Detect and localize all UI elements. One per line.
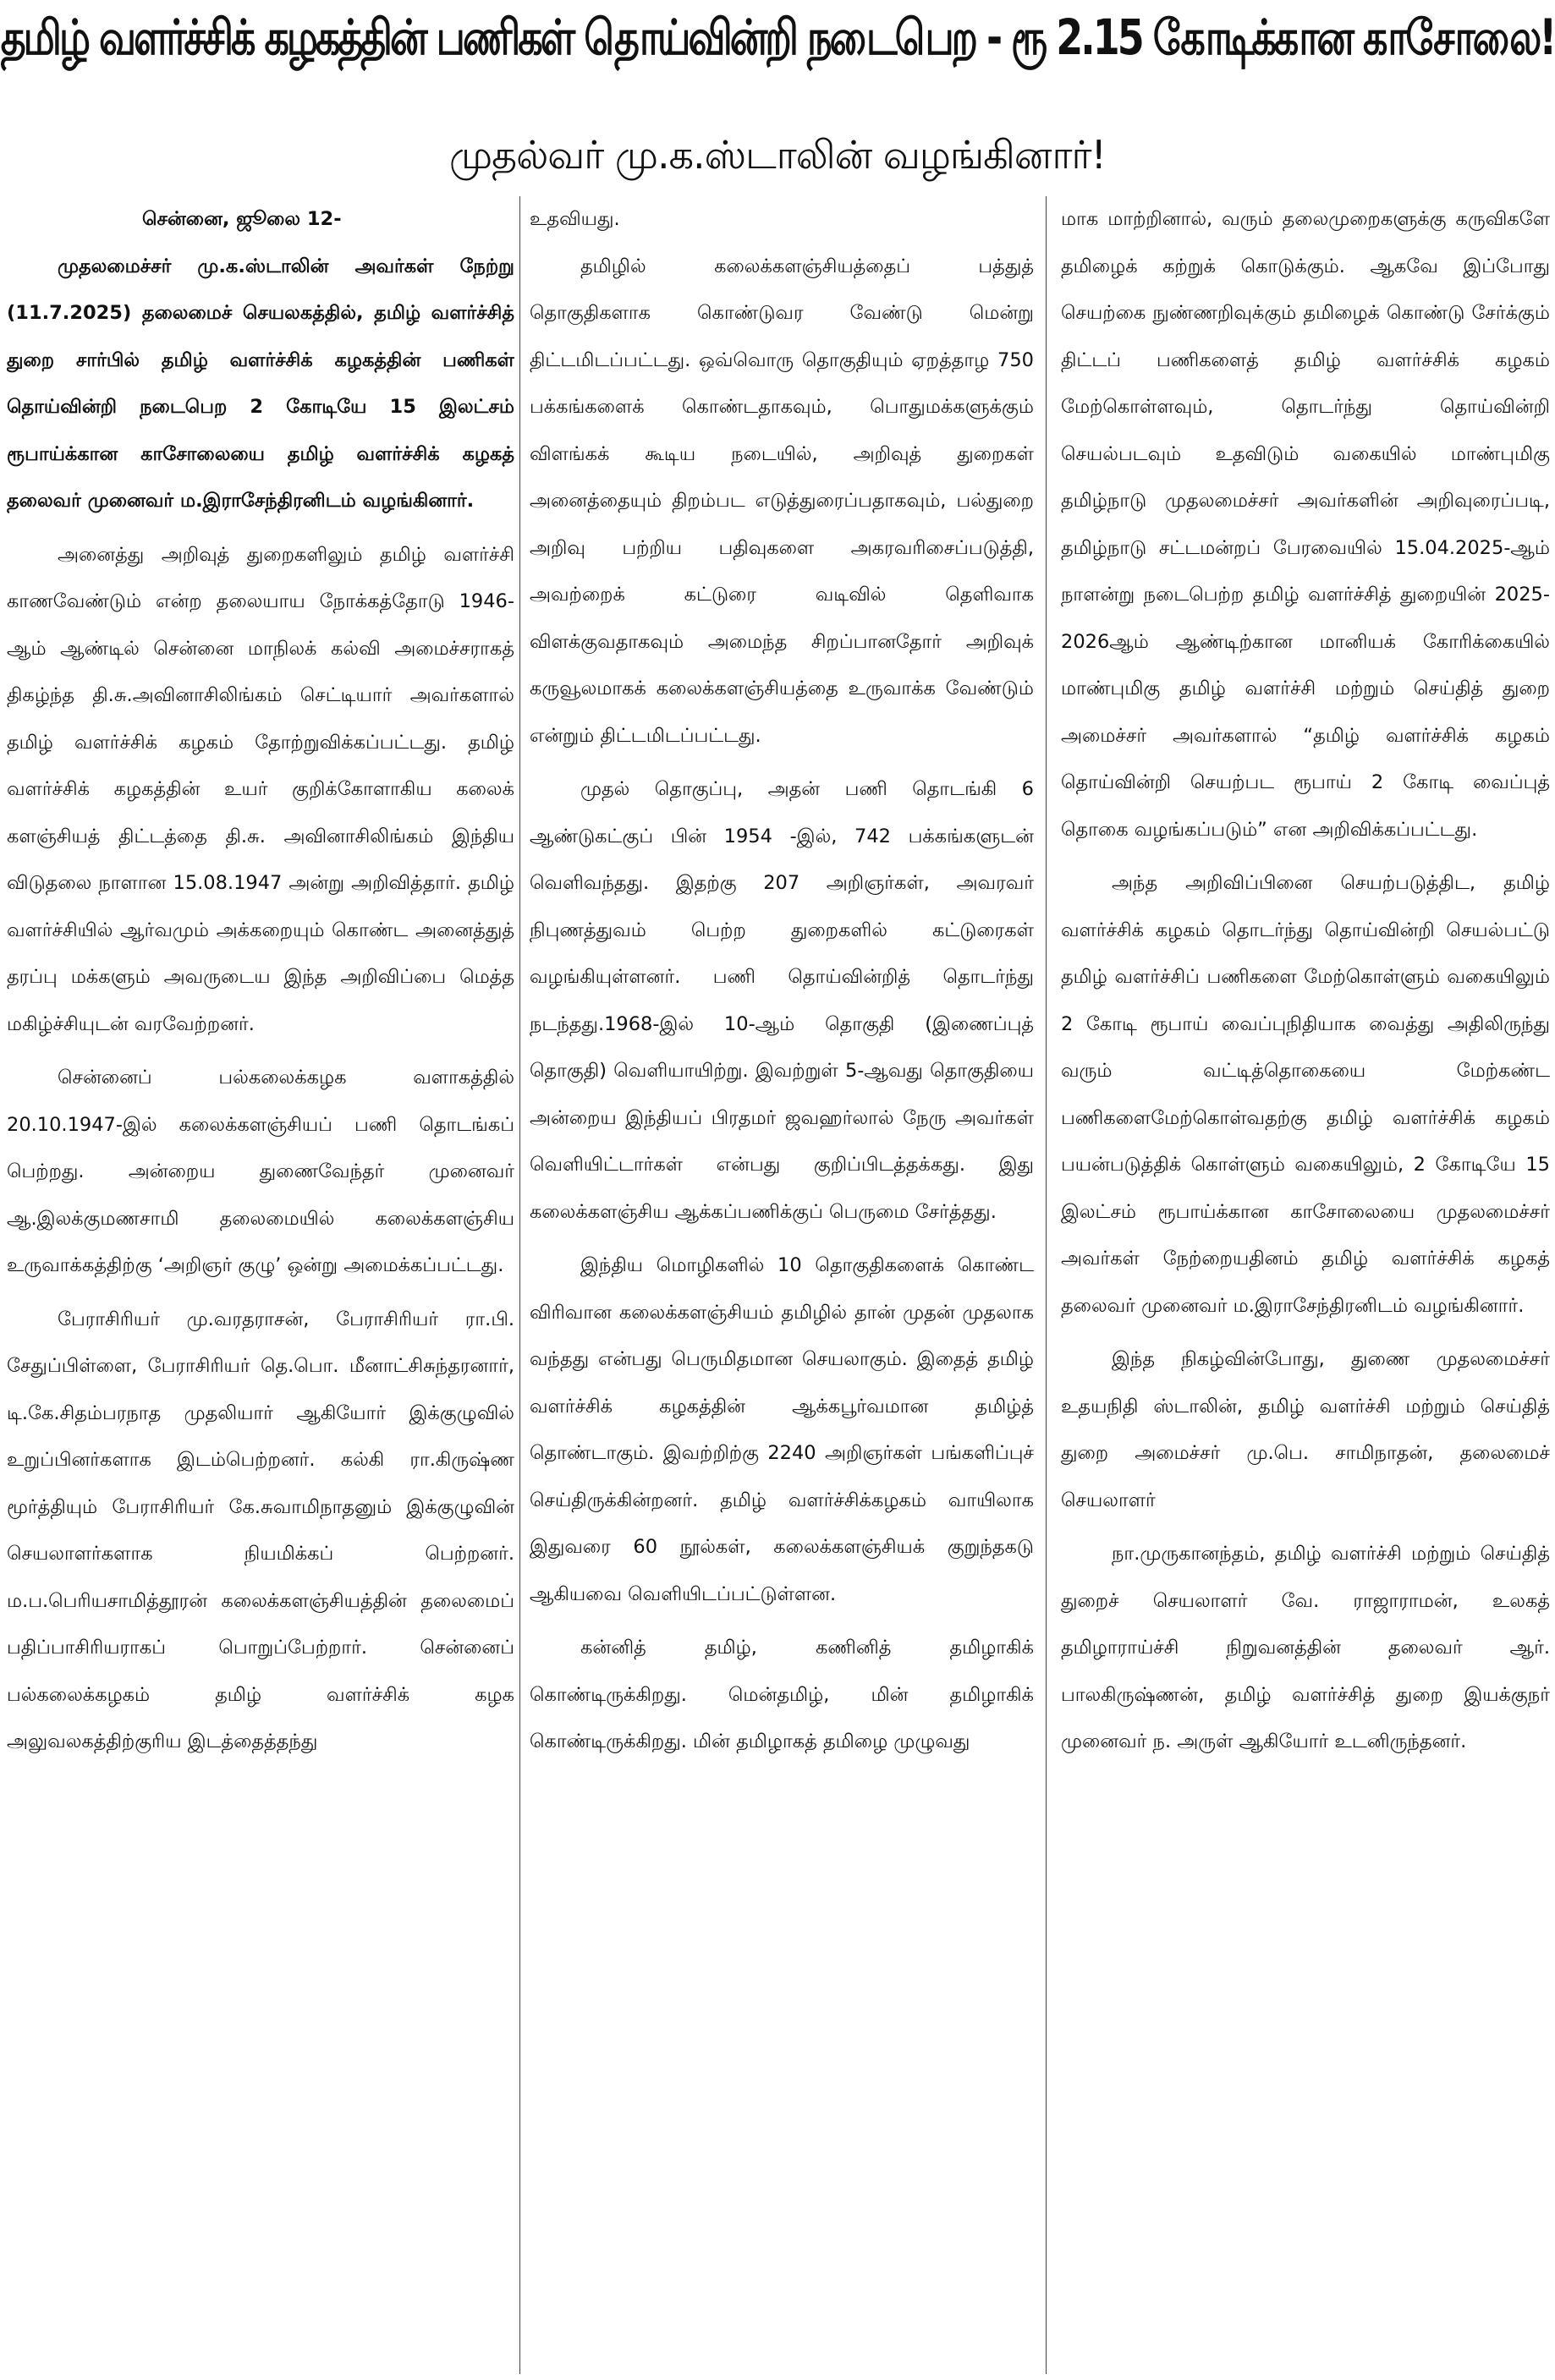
dateline: சென்னை, ஜூலை 12-: [142, 208, 342, 230]
article-column-2: [530, 196, 1034, 2374]
lead-paragraph: முதலமைச்சர் மு.க.ஸ்டாலின் அவர்கள் நேற்று (11.7.2025) தலைமைச் செயலகத்தில், தமிழ் வளர்ச்சித் துறை சார்பில் தமிழ் வளர்ச்சிக் கழகத்தின் பணிகள் தொய்வின்றி நடைபெற 2 கோடியே 15 இலட்சம் ரூபாய்க்கான காசோலையை தமிழ் வளர்ச்சிக் கழகத் தலைவர் முனைவர் ம.இராசேந்திரனிடம் வழங்கினார்.: [7, 255, 514, 512]
body-paragraph: அனைத்து அறிவுத் துறைகளிலும் தமிழ் வளர்ச்சி காணவேண்டும் என்ற தலையாய நோக்கத்தோடு 1946-ஆம் ஆண்டில் சென்னை மாநிலக் கல்வி அமைச்சராகத் திகழ்ந்த தி.சு.அவினாசிலிங்கம் செட்டியார் அவர்களால் தமிழ் வளர்ச்சிக் கழகம் தோற்றுவிக்கப்பட்டது. தமிழ் வளர்ச்சிக் கழகத்தின் உயர் குறிக்கோளாகிய கலைக் களஞ்சியத் திட்டத்தை தி.சு. அவினாசிலிங்கம் இந்திய விடுதலை நாளான 15.08.1947 அன்று அறிவித்தார். தமிழ் வளர்ச்சியில் ஆர்வமும் அக்கறையும் கொண்ட அனைத்துத் தரப்பு மக்களும் அவருடைய இந்த அறிவிப்பை மெத்த மகிழ்ச்சியுடன் வரவேற்றனர்.: [7, 543, 514, 1035]
subheadline: முதல்வர் மு.க.ஸ்டாலின் வழங்கினார்!: [449, 132, 1106, 178]
body-paragraph: மாக மாற்றினால், வரும் தலைமுறைகளுக்கு கருவிகளே தமிழைக் கற்றுக் கொடுக்கும். ஆகவே இப்போது செயற்கை நுண்ணறிவுக்கும் தமிழைக் கொண்டு சேர்க்கும் திட்டப் பணிகளைத் தமிழ் வளர்ச்சிக் கழகம் மேற்கொள்ளவும், தொடர்ந்து தொய்வின்றி செயல்படவும் உதவிடும் வகையில் மாண்புமிகு தமிழ்நாடு முதலமைச்சர் அவர்களின் அறிவுரைப்படி, தமிழ்நாடு சட்டமன்றப் பேரவையில் 15.04.2025-ஆம் நாளன்று நடைபெற்ற தமிழ் வளர்ச்சித் துறையின் 2025-2026ஆம் ஆண்டிற்கான மானியக் கோரிக்கையில் மாண்புமிகு தமிழ் வளர்ச்சி மற்றும் செய்தித் துறை அமைச்சர் அவர்களால் “தமிழ் வளர்ச்சிக் கழகம் தொய்வின்றி செயற்பட ரூபாய் 2 கோடி வைப்புத் தொகை வழங்கப்படும்” என அறிவிக்கப்பட்டது.: [1061, 208, 1550, 841]
body-paragraph: உதவியது.: [530, 208, 620, 230]
body-paragraph: இந்த நிகழ்வின்போது, துணை முதலமைச்சர் உதயநிதி ஸ்டாலின், தமிழ் வளர்ச்சி மற்றும் செய்தித் துறை அமைச்சர் மு.பெ. சாமிநாதன், தலைமைச் செயலாளர்: [1061, 1348, 1550, 1511]
column-divider: [519, 196, 520, 2374]
headline: தமிழ் வளர்ச்சிக் கழகத்தின் பணிகள் தொய்வின்றி நடைபெற - ரூ 2.15 கோடிக்கான காசோலை!: [0, 8, 1555, 66]
article-column-3: [1061, 196, 1550, 2374]
body-paragraph: கன்னித் தமிழ், கணினித் தமிழாகிக் கொண்டிருக்கிறது. மென்தமிழ், மின் தமிழாகிக் கொண்டிருக்கிறது. மின் தமிழாகத் தமிழை முழுவது: [530, 1637, 1034, 1752]
body-paragraph: பேராசிரியர் மு.வரதராசன், பேராசிரியர் ரா.பி. சேதுப்பிள்ளை, பேராசிரியர் தெ.பொ. மீனாட்சிசுந்தரனார், டி.கே.சிதம்பரநாத முதலியார் ஆகியோர் இக்குழுவில் உறுப்பினர்களாக இடம்பெற்றனர். கல்கி ரா.கிருஷ்ண மூர்த்தியும் பேராசிரியர் கே.சுவாமிநாதனும் இக்குழுவின் செயலாளர்களாக நியமிக்கப் பெற்றனர். ம.ப.பெரியசாமித்தூரன் கலைக்களஞ்சியத்தின் தலைமைப் பதிப்பாசிரியராகப் பொறுப்பேற்றார். சென்னைப் பல்கலைக்கழகம் தமிழ் வளர்ச்சிக் கழக அலுவலகத்திற்குரிய இடத்தைத்தந்து: [7, 1308, 514, 1752]
body-paragraph: நா.முருகானந்தம், தமிழ் வளர்ச்சி மற்றும் செய்தித் துறைச் செயலாளர் வே. ராஜாராமன், உலகத் தமிழாராய்ச்சி நிறுவனத்தின் தலைவர் ஆர். பாலகிருஷ்ணன், தமிழ் வளர்ச்சித் துறை இயக்குநர் முனைவர் ந. அருள் ஆகியோர் உடனிருந்தனர்.: [1061, 1543, 1550, 1752]
column-divider: [1046, 196, 1047, 2374]
article-column-1: [7, 196, 514, 2374]
body-paragraph: முதல் தொகுப்பு, அதன் பணி தொடங்கி 6 ஆண்டுகட்குப் பின் 1954 -இல், 742 பக்கங்களுடன் வெளிவந்தது. இதற்கு 207 அறிஞர்கள், அவரவர் நிபுணத்துவம் பெற்ற துறைகளில் கட்டுரைகள் வழங்கியுள்ளனர். பணி தொய்வின்றித் தொடர்ந்து நடந்தது.1968-இல் 10-ஆம் தொகுதி (இணைப்புத் தொகுதி) வெளியாயிற்று. இவற்றுள் 5-ஆவது தொகுதியை அன்றைய இந்தியப் பிரதமர் ஜவஹர்லால் நேரு அவர்கள் வெளியிட்டார்கள் என்பது குறிப்பிடத்தக்கது. இது கலைக்களஞ்சிய ஆக்கப்பணிக்குப் பெருமை சேர்த்தது.: [530, 778, 1034, 1223]
body-paragraph: சென்னைப் பல்கலைக்கழக வளாகத்தில் 20.10.1947-இல் கலைக்களஞ்சியப் பணி தொடங்கப் பெற்றது. அன்றைய துணைவேந்தர் முனைவர் ஆ.இலக்குமணசாமி தலைமையில் கலைக்களஞ்சிய உருவாக்கத்திற்கு ‘அறிஞர் குழு’ ஒன்று அமைக்கப்பட்டது.: [7, 1067, 514, 1276]
body-paragraph: தமிழில் கலைக்களஞ்சியத்தைப் பத்துத் தொகுதிகளாக கொண்டுவர வேண்டு மென்று திட்டமிடப்பட்டது. ஒவ்வொரு தொகுதியும் ஏறத்தாழ 750 பக்கங்களைக் கொண்டதாகவும், பொதுமக்களுக்கும் விளங்கக் கூடிய நடையில், அறிவுத் துறைகள் அனைத்தையும் திறம்பட எடுத்துரைப்பதாகவும், பல்துறை அறிவு பற்றிய பதிவுகளை அகரவரிசைப்படுத்தி, அவற்றைக் கட்டுரை வடிவில் தெளிவாக விளக்குவதாகவும் அமைந்த சிறப்பானதோர் அறிவுக் கருவூலமாகக் கலைக்களஞ்சியத்தை உருவாக்க வேண்டும் என்றும் திட்டமிடப்பட்டது.: [530, 255, 1034, 747]
body-paragraph: அந்த அறிவிப்பினை செயற்படுத்திட, தமிழ் வளர்ச்சிக் கழகம் தொடர்ந்து தொய்வின்றி செயல்பட்டு தமிழ் வளர்ச்சிப் பணிகளை மேற்கொள்ளும் வகையிலும் 2 கோடி ரூபாய் வைப்புநிதியாக வைத்து அதிலிருந்து வரும் வட்டித்தொகையை மேற்கண்ட பணிகளைமேற்கொள்வதற்கு தமிழ் வளர்ச்சிக் கழகம் பயன்படுத்திக் கொள்ளும் வகையிலும், 2 கோடியே 15 இலட்சம் ரூபாய்க்கான காசோலையை முதலமைச்சர் அவர்கள் நேற்றையதினம் தமிழ் வளர்ச்சிக் கழகத் தலைவர் முனைவர் ம.இராசேந்திரனிடம் வழங்கினார்.: [1061, 872, 1550, 1317]
body-paragraph: இந்திய மொழிகளில் 10 தொகுதிகளைக் கொண்ட விரிவான கலைக்களஞ்சியம் தமிழில் தான் முதன் முதலாக வந்தது என்பது பெருமிதமான செயலாகும். இதைத் தமிழ் வளர்ச்சிக் கழகத்தின் ஆக்கபூர்வமான தமிழ்த் தொண்டாகும். இவற்றிற்கு 2240 அறிஞர்கள் பங்களிப்புச் செய்திருக்கின்றனர். தமிழ் வளர்ச்சிக்கழகம் வாயிலாக இதுவரை 60 நூல்கள், கலைக்களஞ்சியக் குறுந்தகடு ஆகியவை வெளியிடப்பட்டுள்ளன.: [530, 1254, 1034, 1605]
